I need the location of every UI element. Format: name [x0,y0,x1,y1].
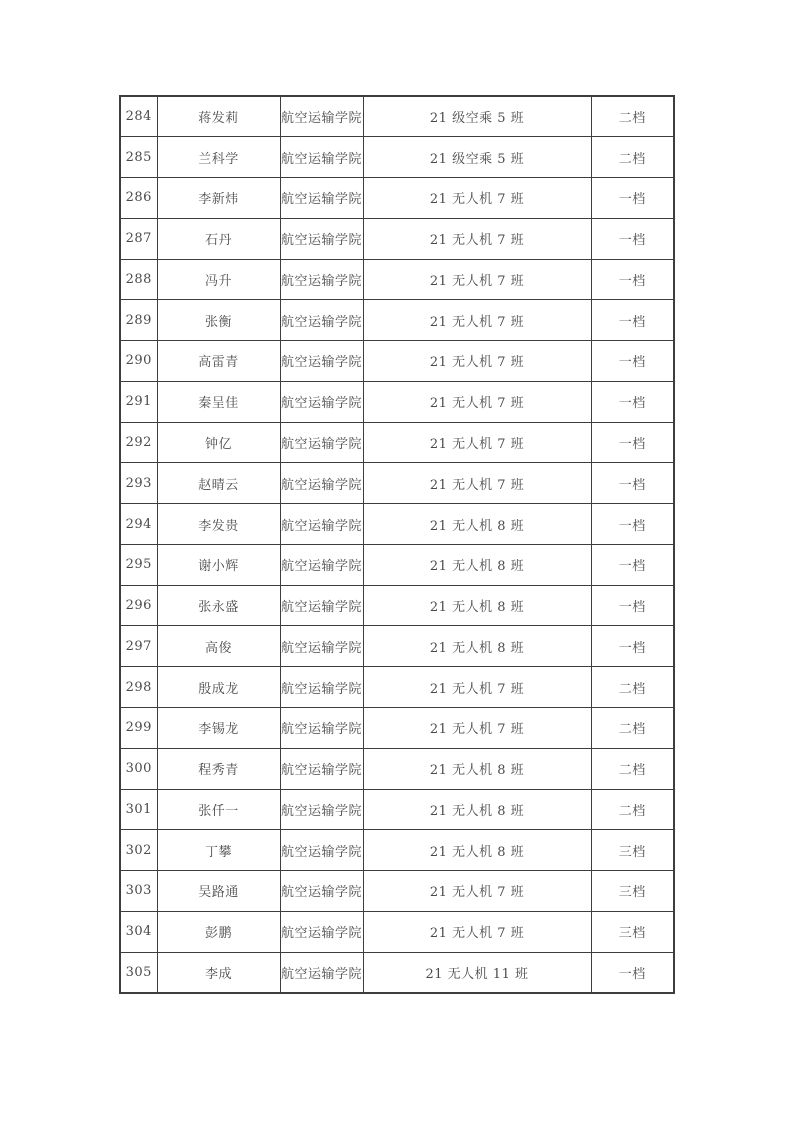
cell-grade: 一档 [591,544,674,585]
cell-college: 航空运输学院 [280,218,363,259]
cell-class: 21 无人机 7 班 [363,218,591,259]
cell-number: 304 [120,911,157,952]
cell-grade: 二档 [591,707,674,748]
cell-name: 殷成龙 [157,667,280,708]
cell-class: 21 无人机 8 班 [363,830,591,871]
cell-grade: 一档 [591,259,674,300]
cell-number: 290 [120,341,157,382]
cell-class: 21 无人机 7 班 [363,259,591,300]
cell-number: 291 [120,381,157,422]
cell-name: 蒋发莉 [157,96,280,137]
cell-college: 航空运输学院 [280,259,363,300]
cell-grade: 一档 [591,341,674,382]
cell-grade: 一档 [591,463,674,504]
table-row [120,381,674,422]
table-row [120,422,674,463]
cell-grade: 一档 [591,381,674,422]
cell-college: 航空运输学院 [280,300,363,341]
cell-number: 299 [120,707,157,748]
cell-class: 21 无人机 8 班 [363,789,591,830]
cell-name: 张永盛 [157,585,280,626]
cell-college: 航空运输学院 [280,911,363,952]
cell-class: 21 无人机 8 班 [363,626,591,667]
cell-number: 305 [120,952,157,993]
table-row [120,626,674,667]
cell-college: 航空运输学院 [280,871,363,912]
student-table-body [120,96,674,993]
cell-class: 21 无人机 8 班 [363,748,591,789]
cell-grade: 一档 [591,504,674,545]
table-row [120,952,674,993]
cell-number: 294 [120,504,157,545]
cell-class: 21 无人机 7 班 [363,300,591,341]
cell-name: 李新炜 [157,178,280,219]
table-row [120,259,674,300]
cell-name: 张衡 [157,300,280,341]
cell-class: 21 无人机 8 班 [363,585,591,626]
cell-grade: 一档 [591,585,674,626]
cell-class: 21 无人机 8 班 [363,544,591,585]
cell-number: 285 [120,137,157,178]
cell-name: 李发贵 [157,504,280,545]
cell-college: 航空运输学院 [280,544,363,585]
cell-grade: 一档 [591,626,674,667]
cell-number: 301 [120,789,157,830]
cell-class: 21 无人机 7 班 [363,667,591,708]
cell-number: 303 [120,871,157,912]
cell-grade: 一档 [591,422,674,463]
cell-number: 295 [120,544,157,585]
cell-college: 航空运输学院 [280,626,363,667]
cell-grade: 三档 [591,911,674,952]
cell-college: 航空运输学院 [280,137,363,178]
cell-college: 航空运输学院 [280,178,363,219]
cell-name: 彭鹏 [157,911,280,952]
cell-name: 高俊 [157,626,280,667]
cell-name: 冯升 [157,259,280,300]
cell-name: 高雷青 [157,341,280,382]
cell-class: 21 无人机 7 班 [363,911,591,952]
cell-name: 钟亿 [157,422,280,463]
cell-name: 李锡龙 [157,707,280,748]
cell-number: 293 [120,463,157,504]
cell-grade: 一档 [591,218,674,259]
table-row [120,911,674,952]
table-row [120,178,674,219]
table-row [120,830,674,871]
cell-number: 286 [120,178,157,219]
cell-name: 程秀青 [157,748,280,789]
cell-college: 航空运输学院 [280,341,363,382]
cell-class: 21 无人机 7 班 [363,422,591,463]
cell-college: 航空运输学院 [280,422,363,463]
table-row [120,504,674,545]
cell-number: 298 [120,667,157,708]
cell-name: 张仟一 [157,789,280,830]
cell-number: 296 [120,585,157,626]
cell-college: 航空运输学院 [280,504,363,545]
table-row [120,585,674,626]
cell-name: 吴路通 [157,871,280,912]
table-row [120,707,674,748]
cell-college: 航空运输学院 [280,463,363,504]
cell-college: 航空运输学院 [280,381,363,422]
table-row [120,667,674,708]
cell-number: 289 [120,300,157,341]
cell-college: 航空运输学院 [280,789,363,830]
cell-class: 21 无人机 7 班 [363,381,591,422]
cell-number: 302 [120,830,157,871]
cell-class: 21 无人机 7 班 [363,463,591,504]
cell-grade: 三档 [591,830,674,871]
cell-number: 292 [120,422,157,463]
cell-number: 297 [120,626,157,667]
cell-college: 航空运输学院 [280,667,363,708]
table-row [120,137,674,178]
table-row [120,341,674,382]
cell-name: 丁攀 [157,830,280,871]
cell-college: 航空运输学院 [280,830,363,871]
cell-grade: 一档 [591,300,674,341]
table-row [120,544,674,585]
cell-grade: 三档 [591,871,674,912]
cell-name: 赵晴云 [157,463,280,504]
cell-number: 288 [120,259,157,300]
student-roster-table [119,95,675,994]
cell-class: 21 无人机 7 班 [363,341,591,382]
cell-grade: 二档 [591,667,674,708]
cell-number: 287 [120,218,157,259]
cell-number: 284 [120,96,157,137]
cell-class: 21 无人机 11 班 [363,952,591,993]
cell-name: 石丹 [157,218,280,259]
table-row [120,871,674,912]
table-row [120,748,674,789]
cell-class: 21 级空乘 5 班 [363,96,591,137]
cell-grade: 二档 [591,137,674,178]
cell-name: 兰科学 [157,137,280,178]
table-row [120,96,674,137]
cell-class: 21 无人机 7 班 [363,707,591,748]
cell-class: 21 级空乘 5 班 [363,137,591,178]
cell-name: 李成 [157,952,280,993]
table-row [120,218,674,259]
cell-name: 谢小辉 [157,544,280,585]
cell-number: 300 [120,748,157,789]
cell-college: 航空运输学院 [280,952,363,993]
cell-class: 21 无人机 7 班 [363,871,591,912]
cell-college: 航空运输学院 [280,585,363,626]
cell-grade: 二档 [591,789,674,830]
cell-grade: 二档 [591,96,674,137]
cell-college: 航空运输学院 [280,96,363,137]
cell-name: 秦呈佳 [157,381,280,422]
table-row [120,300,674,341]
cell-grade: 二档 [591,748,674,789]
cell-college: 航空运输学院 [280,748,363,789]
cell-grade: 一档 [591,178,674,219]
cell-grade: 一档 [591,952,674,993]
table-row [120,463,674,504]
cell-class: 21 无人机 8 班 [363,504,591,545]
cell-college: 航空运输学院 [280,707,363,748]
table-row [120,789,674,830]
cell-class: 21 无人机 7 班 [363,178,591,219]
